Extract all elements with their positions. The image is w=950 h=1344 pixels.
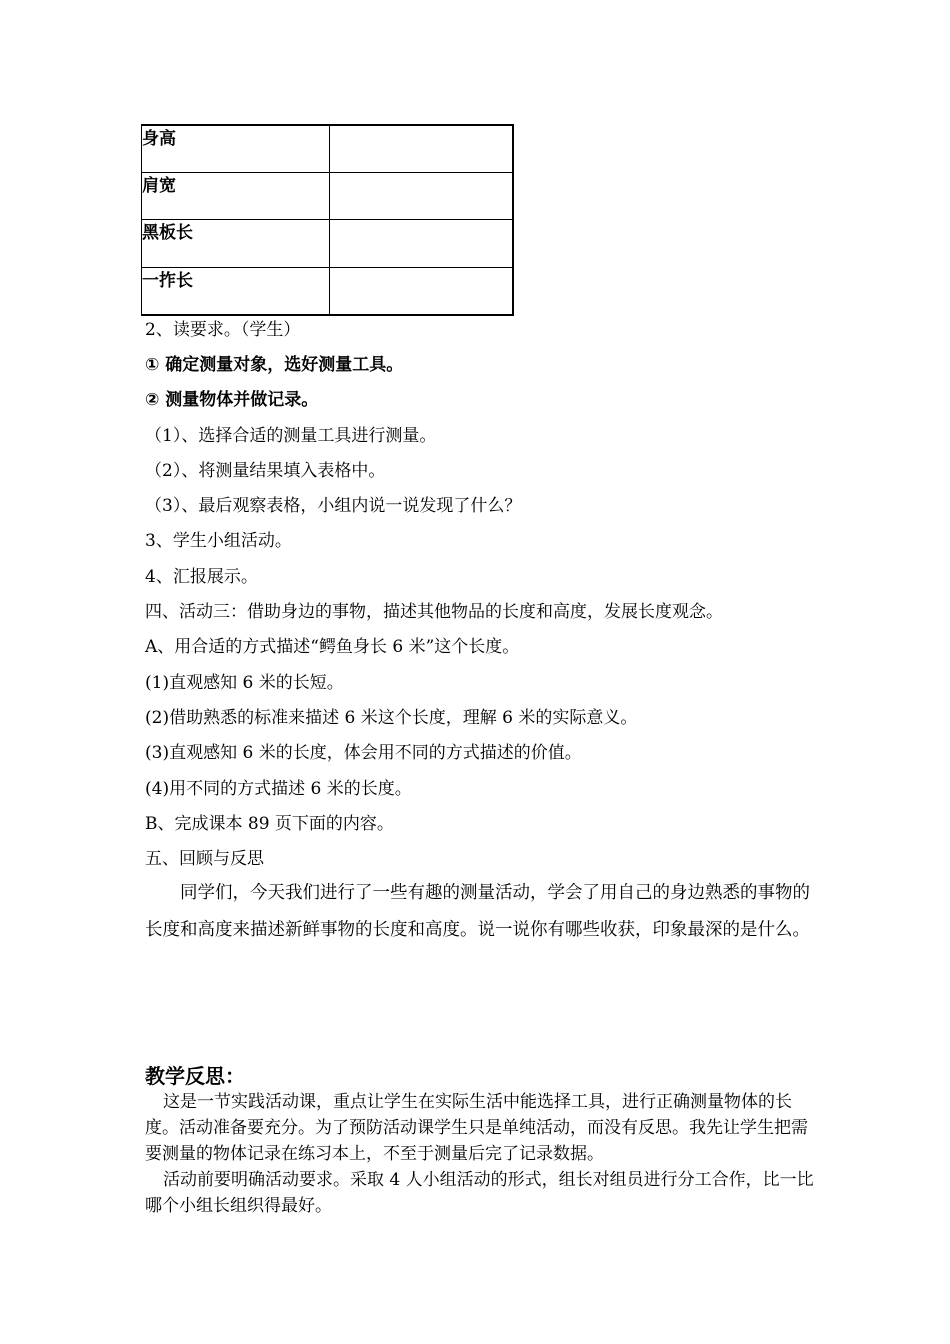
item-b: B、完成课本 89 页下面的内容。 (145, 814, 394, 834)
sub-step-2: （2）、将测量结果填入表格中。 (145, 461, 386, 481)
reflection-paragraph-1: 这是一节实践活动课，重点让学生在实际生活中能选择工具，进行正确测量物体的长度。活动准备要充分。为了预防活动课学生只是单纯活动，而没有反思。我先让学生把需要测量的物体记录在练习本上，不至于测量后完了记录数据。 (145, 1092, 808, 1164)
table-cell-value (330, 220, 513, 267)
step-report: 4、汇报展示。 (145, 567, 258, 587)
reflection-heading: 教学反思： (145, 1064, 245, 1088)
requirement-2: ② 测量物体并做记录。 (145, 390, 319, 410)
item-a: A、用合适的方式描述“鳄鱼身长 6 米”这个长度。 (145, 637, 520, 657)
table-row (142, 220, 514, 267)
table-row (142, 125, 514, 173)
item-a-2: (2)借助熟悉的标准来描述 6 米这个长度，理解 6 米的实际意义。 (145, 708, 638, 728)
step-read-requirements: 2、读要求。（学生） (145, 320, 301, 340)
reflection-paragraph-2: 活动前要明确活动要求。采取 4 人小组活动的形式，组长对组员进行分工合作，比一比哪个小组长组织得最好。 (145, 1170, 814, 1216)
table-cell-label: 身高 (142, 125, 330, 173)
measurement-table (141, 124, 514, 316)
item-a-4: (4)用不同的方式描述 6 米的长度。 (145, 779, 412, 799)
table-cell-value (330, 125, 513, 173)
step-group-activity: 3、学生小组活动。 (145, 531, 292, 551)
sub-step-3: （3）、最后观察表格，小组内说一说发现了什么？ (145, 496, 522, 516)
table-row (142, 267, 514, 315)
table-cell-label: 肩宽 (142, 173, 330, 220)
requirement-1: ① 确定测量对象，选好测量工具。 (145, 355, 404, 375)
table-cell-label: 黑板长 (142, 220, 330, 267)
table-cell-value (330, 173, 513, 220)
section-activity-three: 四、活动三：借助身边的事物，描述其他物品的长度和高度，发展长度观念。 (145, 602, 723, 622)
table-cell-value (330, 267, 513, 315)
table-cell-label: 一拃长 (142, 267, 330, 315)
item-a-1: (1)直观感知 6 米的长短。 (145, 673, 344, 693)
section-review: 五、回顾与反思 (145, 849, 264, 869)
item-a-3: (3)直观感知 6 米的长度，体会用不同的方式描述的价值。 (145, 743, 582, 763)
sub-step-1: （1）、选择合适的测量工具进行测量。 (145, 426, 437, 446)
table-row (142, 173, 514, 220)
review-paragraph: 同学们，今天我们进行了一些有趣的测量活动，学会了用自己的身边熟悉的事物的长度和高度来描述新鲜事物的长度和高度。说一说你有哪些收获，印象最深的是什么。 (145, 883, 810, 940)
